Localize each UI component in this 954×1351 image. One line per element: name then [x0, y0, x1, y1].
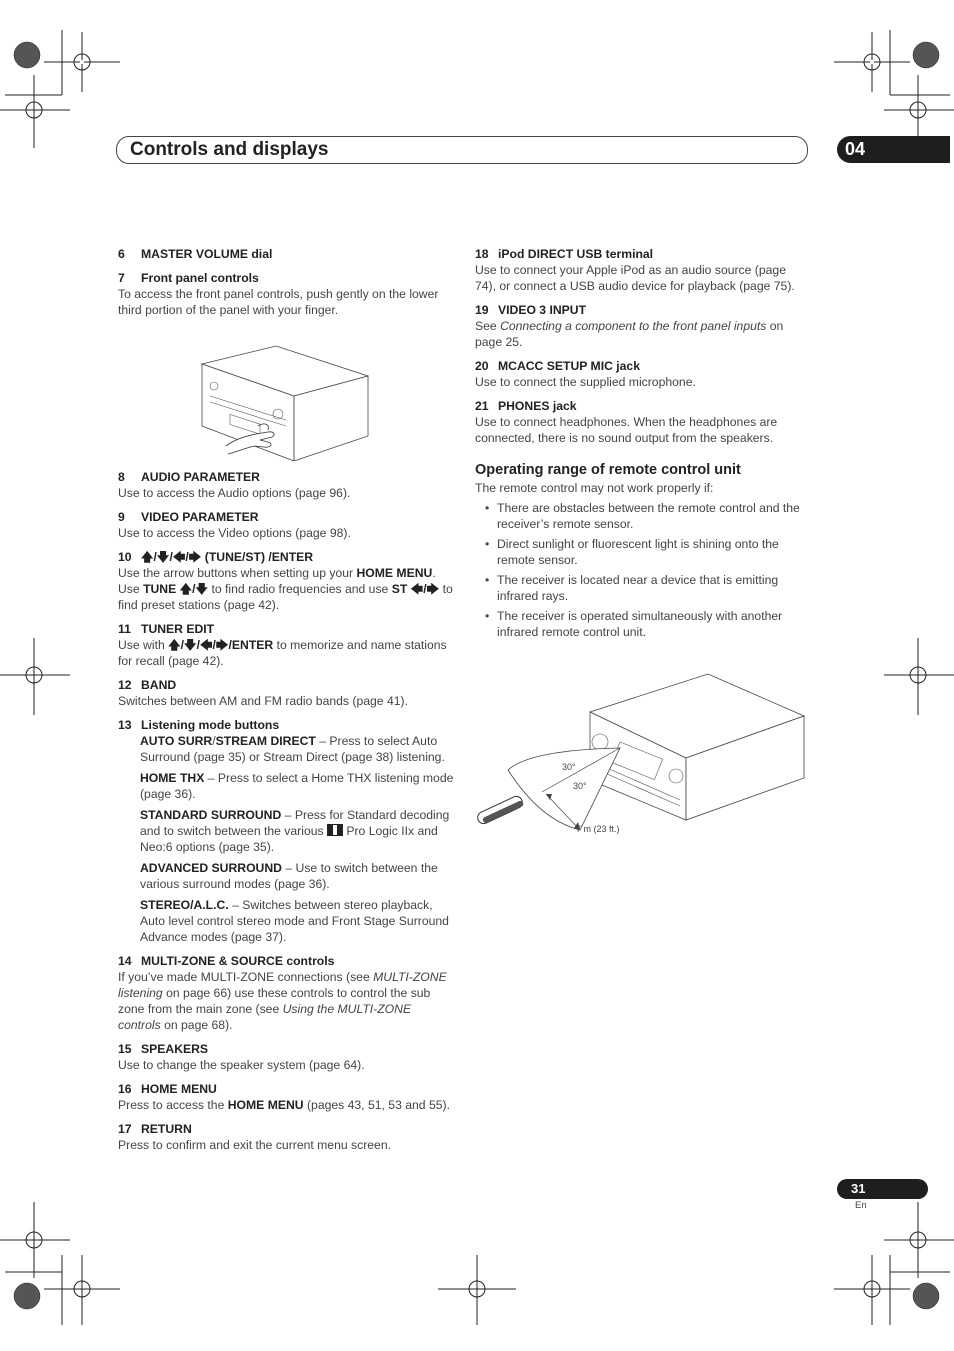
- item-number: 19: [475, 303, 489, 317]
- text-run: to find radio frequencies and use: [208, 582, 392, 596]
- item-title: PHONES jack: [498, 399, 577, 413]
- item-number: 15: [118, 1042, 132, 1056]
- text-bold: STANDARD SURROUND: [140, 808, 282, 822]
- text-run: Use with: [118, 638, 169, 652]
- text-run: on page 66) use these controls to control the sub zone from the main zone (see: [118, 986, 431, 1016]
- text-run: to find preset stations (page 42).: [118, 582, 453, 612]
- item-number: 18: [475, 247, 489, 261]
- angle-label-bottom: 30°: [573, 781, 587, 791]
- text-run: Press to access the: [118, 1098, 228, 1112]
- text-run: Pro Logic IIx and Neo:6 options (page 35).: [140, 824, 438, 854]
- range-fan: [508, 748, 620, 830]
- item-title: AUDIO PARAMETER: [141, 470, 260, 484]
- item-20: [475, 358, 807, 390]
- item-13: [118, 717, 454, 945]
- item-title: MULTI-ZONE & SOURCE controls: [141, 954, 335, 968]
- item-14: [118, 953, 454, 1033]
- chapter-number: 04: [837, 136, 950, 163]
- item-11: [118, 621, 454, 669]
- item-text: Use to access the Video options (page 98).: [118, 526, 351, 540]
- page-number: 31: [837, 1179, 928, 1199]
- section-intro: The remote control may not work properly if:: [475, 481, 714, 495]
- item-8: [118, 469, 454, 501]
- item-number: 6: [118, 247, 125, 261]
- text-run: . Use: [118, 566, 436, 596]
- item-number: 7: [118, 271, 125, 285]
- text-bold: AUTO SURR: [140, 734, 213, 748]
- text-bold: ADVANCED SURROUND: [140, 861, 282, 875]
- text-bold: TUNE: [143, 582, 177, 596]
- advanced-surround-text: [140, 860, 454, 892]
- stereo-alc-text: [140, 897, 454, 945]
- text-run: Use the arrow buttons when setting up your: [118, 566, 357, 580]
- item-number: 17: [118, 1122, 132, 1136]
- item-title: (TUNE/ST) /ENTER: [204, 550, 314, 564]
- text-run: (pages 43, 51, 53 and 55).: [303, 1098, 450, 1112]
- item-title: RETURN: [141, 1122, 192, 1136]
- standard-surround-text: [140, 807, 454, 855]
- item-text: Use to access the Audio options (page 96).: [118, 486, 351, 500]
- item-title: MASTER VOLUME dial: [141, 247, 273, 261]
- item-18: [475, 246, 807, 294]
- home-thx-text: [140, 770, 454, 802]
- text-italic: MULTI-ZONE listening: [118, 970, 447, 1000]
- text-run: If you’ve made MULTI-ZONE connections (see: [118, 970, 374, 984]
- item-number: 12: [118, 678, 132, 692]
- item-15: [118, 1041, 454, 1073]
- item-title: Front panel controls: [141, 271, 259, 285]
- text-run: – Press for Standard decoding and to switch between the various: [140, 808, 450, 838]
- list-item: • The receiver is located near a device that is emitting infrared rays.: [497, 572, 807, 604]
- item-number: 10: [118, 550, 132, 564]
- item-17: [118, 1121, 454, 1153]
- up-down-arrows-icon: 🡅/🡇: [176, 582, 209, 596]
- text-run: – Switches between stereo playback, Auto level control stereo mode and Front Stage Surround Advance modes (page 37).: [140, 898, 449, 944]
- item-text: [118, 565, 454, 613]
- item-number: 11: [118, 622, 131, 636]
- item-number: 21: [475, 399, 489, 413]
- remote-control-icon: [476, 794, 525, 825]
- front-panel-illustration: [118, 336, 454, 461]
- list-item: • Direct sunlight or fluorescent light is shining onto the remote sensor.: [497, 536, 807, 568]
- auto-surr-text: AUTO SURR/STREAM DIRECT – Press to select Auto Surround (page 35) or Stream Direct (page 38) listening.: [140, 734, 445, 764]
- item-text: [118, 637, 454, 669]
- text-bold: HOME MENU: [356, 566, 433, 580]
- list-item: • There are obstacles between the remote control and the receiver’s remote sensor.: [497, 500, 807, 532]
- item-16: [118, 1081, 454, 1113]
- item-title: SPEAKERS: [141, 1042, 209, 1056]
- item-text: Use to change the speaker system (page 64).: [118, 1058, 365, 1072]
- language-code: En: [855, 1200, 867, 1211]
- arrow-keys-icon: 🡅/🡇/🡄/🡆: [141, 550, 205, 564]
- item-title: Listening mode buttons: [141, 718, 280, 732]
- item-number: 13: [118, 718, 132, 732]
- angle-label-top: 30°: [562, 762, 576, 772]
- item-text: Use to connect your Apple iPod as an audio source (page 74), or connect a USB audio device for playback (page 75).: [475, 263, 795, 293]
- remote-range-illustration: [470, 670, 810, 855]
- item-text: Press to confirm and exit the current menu screen.: [118, 1138, 391, 1152]
- section-heading: Operating range of remote control unit: [475, 462, 741, 478]
- condition-list: [475, 500, 807, 640]
- text-bold: HOME THX: [140, 771, 205, 785]
- item-text: [118, 1097, 454, 1113]
- item-title: MCACC SETUP MIC jack: [498, 359, 640, 373]
- item-21: [475, 398, 807, 446]
- left-column: [118, 246, 454, 1161]
- text-bold: STREAM DIRECT: [215, 734, 316, 748]
- item-number: 20: [475, 359, 489, 373]
- item-number: 14: [118, 954, 132, 968]
- distance-label: 7 m (23 ft.): [576, 824, 620, 834]
- text-bold: ST: [391, 582, 408, 596]
- dolby-double-d-icon: [327, 824, 343, 836]
- item-9: [118, 509, 454, 541]
- item-number: 8: [118, 470, 125, 484]
- item-title: BAND: [141, 678, 177, 692]
- item-title: VIDEO PARAMETER: [141, 510, 259, 524]
- item-number: 16: [118, 1082, 132, 1096]
- item-text: Use to connect headphones. When the headphones are connected, there is no sound output from the speakers.: [475, 415, 778, 445]
- right-column: [475, 246, 807, 644]
- item-6: [118, 246, 454, 262]
- page-title: Controls and displays: [130, 139, 329, 160]
- item-text: To access the front panel controls, push gently on the lower third portion of the panel with your finger.: [118, 287, 439, 317]
- item-text: [118, 969, 454, 1033]
- text-italic: Connecting a component to the front panel inputs: [500, 319, 767, 333]
- item-text: Use to connect the supplied microphone.: [475, 375, 696, 389]
- text-bold: HOME MENU: [227, 1098, 304, 1112]
- item-title: iPod DIRECT USB terminal: [498, 247, 654, 261]
- text-run: on page 68).: [160, 1018, 233, 1032]
- text-run: – Press to select a Home THX listening mode (page 36).: [140, 771, 454, 801]
- text-bold: ENTER: [231, 638, 274, 652]
- text-bold: STEREO/A.L.C.: [140, 898, 229, 912]
- item-12: [118, 677, 454, 709]
- item-19: [475, 302, 807, 350]
- item-10: [118, 549, 454, 613]
- item-title: TUNER EDIT: [141, 622, 215, 636]
- item-title: HOME MENU: [141, 1082, 217, 1096]
- list-item: • The receiver is operated simultaneously with another infrared remote control unit.: [497, 608, 807, 640]
- item-number: 9: [118, 510, 125, 524]
- item-text: Switches between AM and FM radio bands (page 41).: [118, 694, 408, 708]
- item-text: [475, 318, 807, 350]
- arrow-keys-icon: 🡅/🡇/🡄/🡆/: [168, 638, 232, 652]
- item-title: VIDEO 3 INPUT: [498, 303, 587, 317]
- text-run: – Use to switch between the various surround modes (page 36).: [140, 861, 438, 891]
- text-run: See: [475, 319, 501, 333]
- left-right-arrows-icon: 🡄/🡆: [407, 582, 440, 596]
- text-run: to memorize and name stations for recall (page 42).: [118, 638, 447, 668]
- text-run: – Press to select Auto Surround (page 35) or Stream Direct (page 38) listening.: [140, 734, 445, 764]
- item-7: [118, 270, 454, 318]
- text-run: on page 25.: [475, 319, 784, 349]
- text-italic: Using the MULTI-ZONE controls: [118, 1002, 412, 1032]
